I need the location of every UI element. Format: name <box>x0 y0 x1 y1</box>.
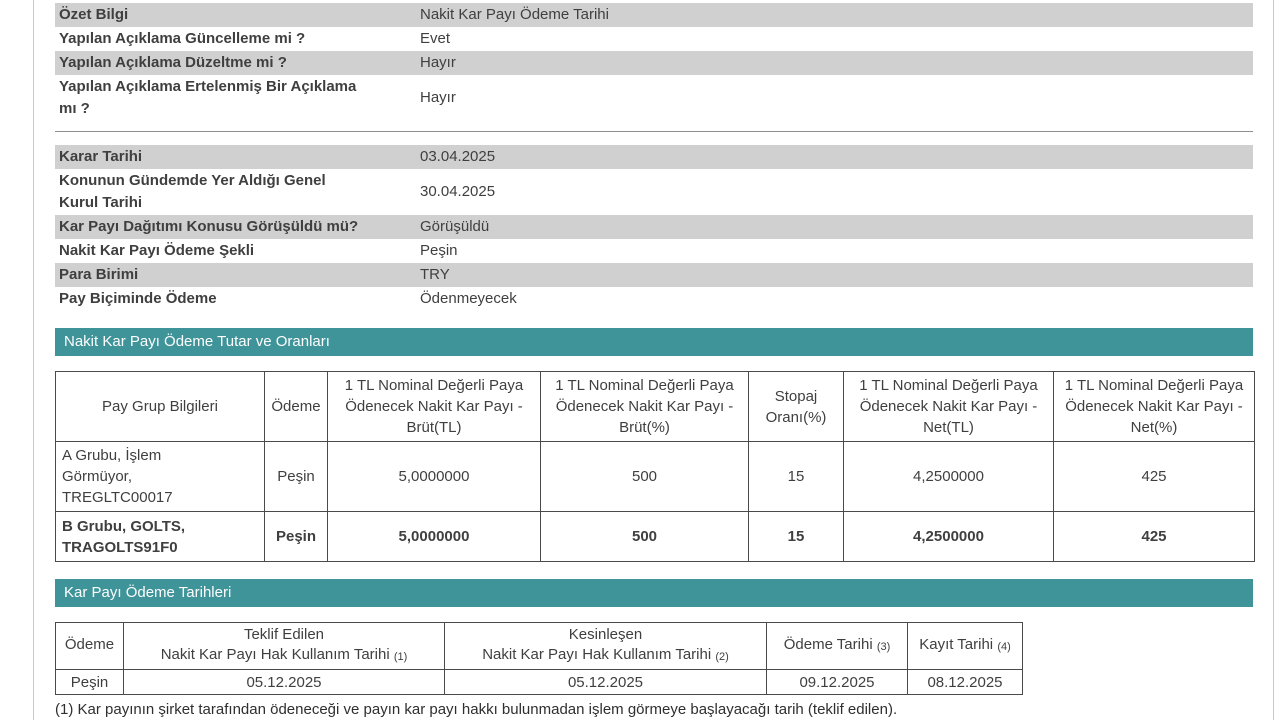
info-value: TRY <box>420 266 450 283</box>
group-text: B Grubu, GOLTS, TRAGOLTS91F0 <box>62 517 186 556</box>
info-label <box>59 146 420 168</box>
rates-table <box>55 371 1255 562</box>
cell-brut-tl: 5,0000000 <box>328 442 541 512</box>
header-main-line <box>448 645 763 667</box>
cell-brut-pct: 500 <box>541 512 749 562</box>
header-top-line: Kesinleşen <box>568 626 643 643</box>
info-label <box>59 52 420 74</box>
col-header-net-pct: 1 TL Nominal Değerli Paya Ödenecek Nakit Kar Payı - Net(%) <box>1054 372 1255 442</box>
disclosure-page <box>33 0 1274 720</box>
table-row <box>56 670 1023 695</box>
info-label-text: Para Birimi <box>59 266 139 283</box>
cell-stopaj: 15 <box>749 442 844 512</box>
info-row <box>55 75 1253 121</box>
header-main-line <box>127 645 441 667</box>
section-header-dates <box>55 579 1253 607</box>
decision-info-section <box>55 145 1253 311</box>
cell-odeme: Peşin <box>265 442 328 512</box>
col-header-brut-pct: 1 TL Nominal Değerli Paya Ödenecek Nakit Kar Payı - Brüt(%) <box>541 372 749 442</box>
info-value: Evet <box>420 30 451 47</box>
section-divider <box>55 131 1253 132</box>
info-label <box>59 4 420 26</box>
info-label <box>59 264 420 286</box>
info-label-text: Nakit Kar Payı Ödeme Şekli <box>59 242 255 259</box>
info-row <box>55 145 1253 169</box>
info-label-text: Yapılan Açıklama Düzeltme mi ? <box>59 54 287 71</box>
info-value: Görüşüldü <box>420 218 490 235</box>
col-header-kesinlesen <box>445 623 767 670</box>
header-row <box>56 623 1023 670</box>
cell-teklif-tarihi: 05.12.2025 <box>124 670 445 695</box>
col-header-odeme <box>56 623 124 670</box>
table-row <box>56 512 1255 562</box>
col-header-brut-tl: 1 TL Nominal Değerli Paya Ödenecek Nakit Kar Payı - Brüt(TL) <box>328 372 541 442</box>
cell-group <box>56 512 265 562</box>
cell-net-pct: 425 <box>1054 512 1255 562</box>
summary-info-section <box>55 3 1253 121</box>
info-value: Nakit Kar Payı Ödeme Tarihi <box>420 6 609 23</box>
header-text: Ödeme <box>64 636 115 653</box>
info-row <box>55 51 1253 75</box>
info-label <box>59 76 420 120</box>
col-header-pay-grup: Pay Grup Bilgileri <box>56 372 265 442</box>
header-text: Nakit Kar Payı Hak Kullanım Tarihi <box>482 646 712 663</box>
header-top-line: Teklif Edilen <box>243 626 325 643</box>
header-note: (4) <box>997 641 1011 653</box>
cell-kayit-tarihi: 08.12.2025 <box>908 670 1023 695</box>
col-header-stopaj: Stopaj Oranı(%) <box>749 372 844 442</box>
info-label-text: Kar Payı Dağıtımı Konusu Görüşüldü mü? <box>59 218 359 235</box>
info-label-text: Pay Biçiminde Ödeme <box>59 290 217 307</box>
info-value: 03.04.2025 <box>420 148 496 165</box>
info-value: Peşin <box>420 242 458 259</box>
table-row <box>56 442 1255 512</box>
dates-table-header <box>56 623 1023 670</box>
info-row <box>55 263 1253 287</box>
info-row <box>55 215 1253 239</box>
info-row <box>55 3 1253 27</box>
col-header-net-tl: 1 TL Nominal Değerli Paya Ödenecek Nakit Kar Payı - Net(TL) <box>844 372 1054 442</box>
info-value: Hayır <box>420 54 456 71</box>
info-label <box>59 216 420 238</box>
header-note: (2) <box>715 651 729 663</box>
header-text: Ödeme Tarihi <box>783 636 873 653</box>
cell-brut-pct: 500 <box>541 442 749 512</box>
info-row <box>55 287 1253 311</box>
header-note: (1) <box>393 651 408 663</box>
cell-odeme-tarihi: 09.12.2025 <box>767 670 908 695</box>
info-label <box>59 170 420 214</box>
header-text: Nakit Kar Payı Hak Kullanım Tarihi <box>160 646 390 663</box>
cell-kesinlesen-tarihi: 05.12.2025 <box>445 670 767 695</box>
dates-table <box>55 622 1023 695</box>
cell-stopaj: 15 <box>749 512 844 562</box>
cell-brut-tl: 5,0000000 <box>328 512 541 562</box>
cell-net-tl: 4,2500000 <box>844 512 1054 562</box>
header-main-line <box>59 635 120 657</box>
cell-net-tl: 4,2500000 <box>844 442 1054 512</box>
info-label-text: Özet Bilgi <box>59 6 129 23</box>
info-label-text: Yapılan Açıklama Ertelenmiş Bir Açıklama mı ? <box>59 78 357 117</box>
section-title: Nakit Kar Payı Ödeme Tutar ve Oranları <box>64 333 330 350</box>
rates-table-header <box>56 372 1255 442</box>
header-text: Kayıt Tarihi <box>919 636 994 653</box>
col-header-teklif <box>124 623 445 670</box>
header-row <box>56 372 1255 442</box>
cell-net-pct: 425 <box>1054 442 1255 512</box>
info-value: Hayır <box>420 89 456 106</box>
col-header-odeme: Ödeme <box>265 372 328 442</box>
cell-group <box>56 442 265 512</box>
cell-odeme: Peşin <box>56 670 124 695</box>
info-label-text: Yapılan Açıklama Güncelleme mi ? <box>59 30 306 47</box>
header-note: (3) <box>876 641 891 653</box>
col-header-odeme-tarihi <box>767 623 908 670</box>
info-label <box>59 288 420 310</box>
info-label-text: Karar Tarihi <box>59 148 143 165</box>
info-row <box>55 169 1253 215</box>
header-main-line <box>770 635 904 657</box>
info-row <box>55 239 1253 263</box>
group-text: A Grubu, İşlem Görmüyor, TREGLTC00017 <box>62 447 173 506</box>
cell-odeme: Peşin <box>265 512 328 562</box>
info-label <box>59 240 420 262</box>
info-label <box>59 28 420 50</box>
info-value: Ödenmeyecek <box>420 290 517 307</box>
col-header-kayit-tarihi <box>908 623 1023 670</box>
info-value: 30.04.2025 <box>420 183 496 200</box>
footnote-text: (1) Kar payının şirket tarafından ödeneceği ve payın kar payı hakkı bulunmadan işlem görmeye başlayacağı tarih (teklif edilen). <box>55 701 898 718</box>
header-main-line <box>911 635 1019 657</box>
section-title: Kar Payı Ödeme Tarihleri <box>64 584 232 601</box>
info-label-text: Konunun Gündemde Yer Aldığı Genel Kurul Tarihi <box>59 172 326 211</box>
info-row <box>55 27 1253 51</box>
section-header-rates <box>55 328 1253 356</box>
